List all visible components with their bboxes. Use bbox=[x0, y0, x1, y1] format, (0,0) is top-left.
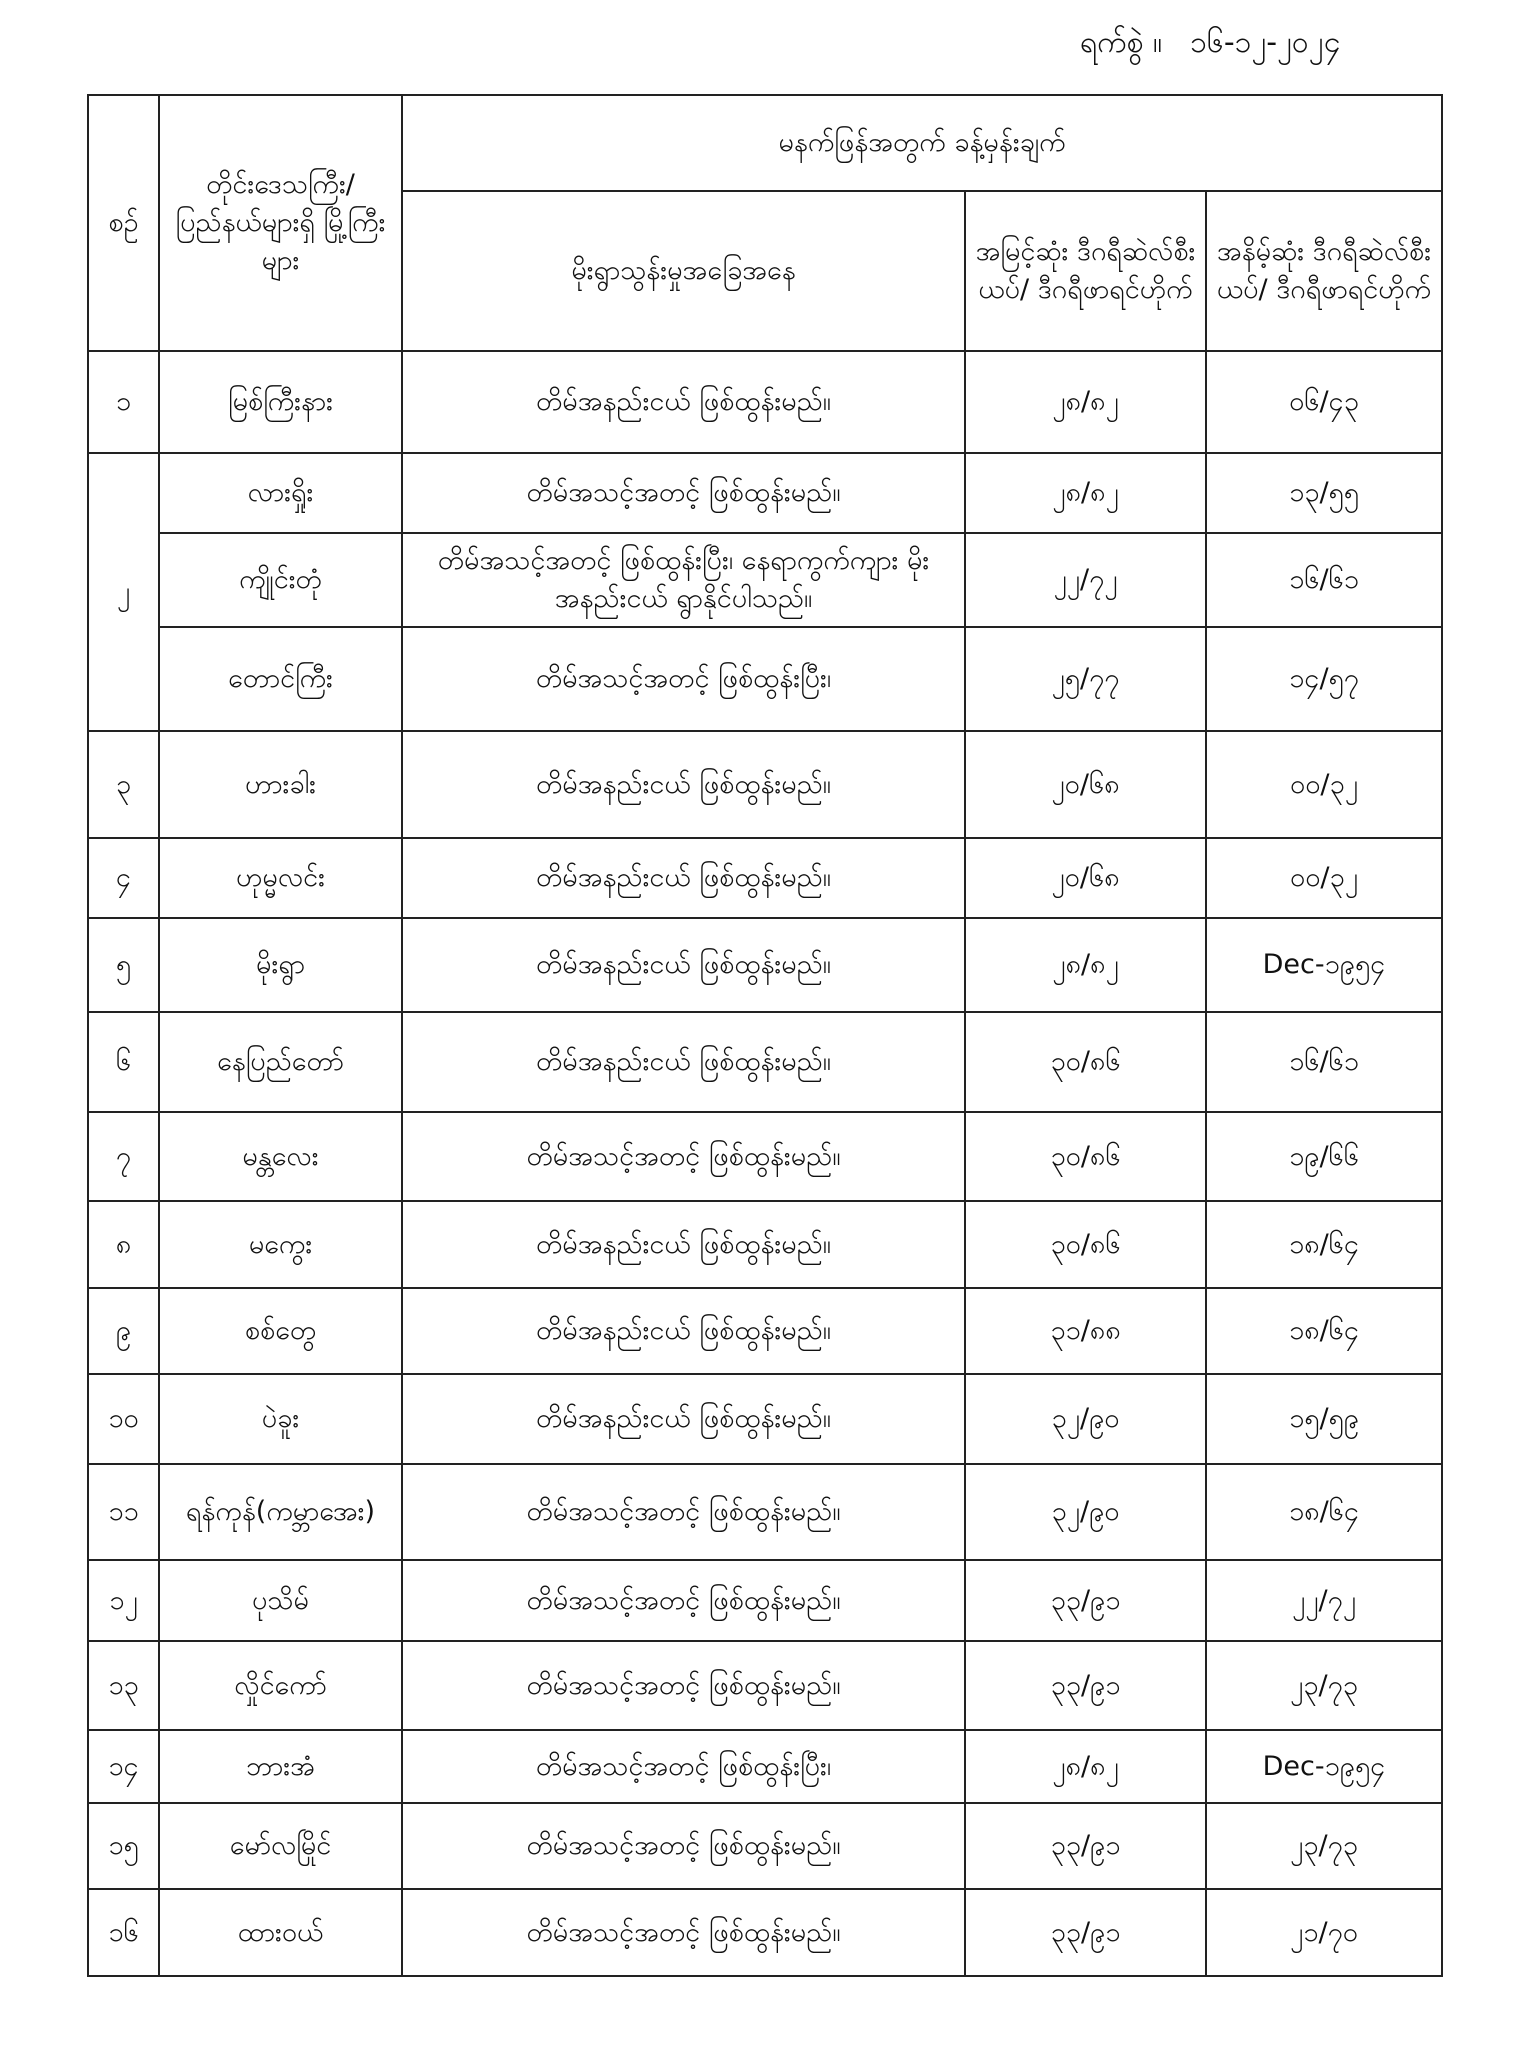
row-number: ၄ bbox=[88, 838, 159, 918]
city-name: စစ်တွေ bbox=[159, 1288, 402, 1374]
city-name: မန္တလေး bbox=[159, 1112, 402, 1201]
rain-condition: တိမ်အနည်းငယ် ဖြစ်ထွန်းမည်။ bbox=[402, 838, 965, 918]
forecast-table-body bbox=[88, 351, 1442, 1976]
city-name: မြစ်ကြီးနား bbox=[159, 351, 402, 453]
min-temperature: ၁၄/၅၇ bbox=[1206, 627, 1442, 731]
table-row bbox=[88, 1374, 1442, 1464]
row-number: ၁၀ bbox=[88, 1374, 159, 1464]
row-number: ၁၁ bbox=[88, 1464, 159, 1560]
city-name: ရန်ကုန်(ကမ္ဘာအေး) bbox=[159, 1464, 402, 1560]
min-temperature: ၁၈/၆၄ bbox=[1206, 1464, 1442, 1560]
forecast-table-header bbox=[88, 95, 1442, 351]
max-temperature: ၃၀/၈၆ bbox=[965, 1012, 1206, 1112]
rain-condition: တိမ်အသင့်အတင့် ဖြစ်ထွန်းပြီး၊ bbox=[402, 1730, 965, 1803]
rain-condition: တိမ်အသင့်အတင့် ဖြစ်ထွန်းမည်။ bbox=[402, 453, 965, 533]
max-temperature: ၃၃/၉၁ bbox=[965, 1889, 1206, 1976]
table-row bbox=[88, 1560, 1442, 1641]
table-row bbox=[88, 731, 1442, 838]
date-value: ၁၆-၁၂-၂၀၂၄ bbox=[1190, 25, 1341, 60]
max-temperature: ၃၃/၉၁ bbox=[965, 1803, 1206, 1889]
row-number: ၆ bbox=[88, 1012, 159, 1112]
city-name: မကွေး bbox=[159, 1201, 402, 1288]
table-row bbox=[88, 1464, 1442, 1560]
rain-condition: တိမ်အသင့်အတင့် ဖြစ်ထွန်းမည်။ bbox=[402, 1112, 965, 1201]
max-temperature: ၂၅/၇၇ bbox=[965, 627, 1206, 731]
col-header-no: စဉ် bbox=[88, 95, 159, 351]
min-temperature: ၁၅/၅၉ bbox=[1206, 1374, 1442, 1464]
row-number: ၁၃ bbox=[88, 1641, 159, 1730]
rain-condition: တိမ်အနည်းငယ် ဖြစ်ထွန်းမည်။ bbox=[402, 1288, 965, 1374]
col-header-min-temp: အနိမ့်ဆုံး ဒီဂရီဆဲလ်စီးယပ်/ ဒီဂရီဖာရင်ဟိုက် bbox=[1206, 191, 1442, 351]
min-temperature: ၁၈/၆၄ bbox=[1206, 1201, 1442, 1288]
min-temperature: ၀၀/၃၂ bbox=[1206, 731, 1442, 838]
city-name: ဘားအံ bbox=[159, 1730, 402, 1803]
city-name: လားရှိုး bbox=[159, 453, 402, 533]
city-name: မိုးရွာ bbox=[159, 918, 402, 1012]
min-temperature: ၁၉/၆၆ bbox=[1206, 1112, 1442, 1201]
rain-condition: တိမ်အသင့်အတင့် ဖြစ်ထွန်းမည်။ bbox=[402, 1889, 965, 1976]
table-row bbox=[88, 1803, 1442, 1889]
rain-condition: တိမ်အနည်းငယ် ဖြစ်ထွန်းမည်။ bbox=[402, 918, 965, 1012]
max-temperature: ၃၂/၉၀ bbox=[965, 1374, 1206, 1464]
max-temperature: ၃၃/၉၁ bbox=[965, 1560, 1206, 1641]
min-temperature: ၂၂/၇၂ bbox=[1206, 1560, 1442, 1641]
min-temperature: ၁၆/၆၁ bbox=[1206, 1012, 1442, 1112]
row-number: ၂ bbox=[88, 453, 159, 731]
max-temperature: ၂၀/၆၈ bbox=[965, 731, 1206, 838]
max-temperature: ၂၀/၆၈ bbox=[965, 838, 1206, 918]
min-temperature: ၁၆/၆၁ bbox=[1206, 533, 1442, 627]
city-name: ထားဝယ် bbox=[159, 1889, 402, 1976]
max-temperature: ၂၈/၈၂ bbox=[965, 1730, 1206, 1803]
max-temperature: ၃၃/၉၁ bbox=[965, 1641, 1206, 1730]
row-number: ၇ bbox=[88, 1112, 159, 1201]
min-temperature: ၂၁/၇၀ bbox=[1206, 1889, 1442, 1976]
row-number: ၅ bbox=[88, 918, 159, 1012]
table-row bbox=[88, 1288, 1442, 1374]
max-temperature: ၃၂/၉၀ bbox=[965, 1464, 1206, 1560]
city-name: ဟုမ္မလင်း bbox=[159, 838, 402, 918]
col-header-region: တိုင်းဒေသကြီး/ ပြည်နယ်များရှိ မြို့ကြီးများ bbox=[159, 95, 402, 351]
row-number: ၈ bbox=[88, 1201, 159, 1288]
min-temperature: ၀၆/၄၃ bbox=[1206, 351, 1442, 453]
city-name: ကျိုင်းတုံ bbox=[159, 533, 402, 627]
rain-condition: တိမ်အသင့်အတင့် ဖြစ်ထွန်းပြီး၊ bbox=[402, 627, 965, 731]
rain-condition: တိမ်အသင့်အတင့် ဖြစ်ထွန်းပြီး၊ နေရာကွက်ကျား မိုးအနည်းငယ် ရွာနိုင်ပါသည်။ bbox=[402, 533, 965, 627]
col-header-max-temp: အမြင့်ဆုံး ဒီဂရီဆဲလ်စီးယပ်/ ဒီဂရီဖာရင်ဟိုက် bbox=[965, 191, 1206, 351]
rain-condition: တိမ်အသင့်အတင့် ဖြစ်ထွန်းမည်။ bbox=[402, 1641, 965, 1730]
max-temperature: ၃၀/၈၆ bbox=[965, 1112, 1206, 1201]
max-temperature: ၂၂/၇၂ bbox=[965, 533, 1206, 627]
min-temperature: Dec-၁၉၅၄ bbox=[1206, 1730, 1442, 1803]
city-name: မော်လမြိုင် bbox=[159, 1803, 402, 1889]
table-row bbox=[88, 1889, 1442, 1976]
max-temperature: ၃၀/၈၆ bbox=[965, 1201, 1206, 1288]
row-number: ၁၆ bbox=[88, 1889, 159, 1976]
forecast-table bbox=[87, 94, 1443, 1977]
table-row bbox=[88, 1012, 1442, 1112]
rain-condition: တိမ်အသင့်အတင့် ဖြစ်ထွန်းမည်။ bbox=[402, 1560, 965, 1641]
table-row bbox=[88, 453, 1442, 533]
table-row bbox=[88, 838, 1442, 918]
min-temperature: ၂၃/၇၃ bbox=[1206, 1641, 1442, 1730]
issue-date-line bbox=[1080, 22, 1340, 67]
max-temperature: ၂၈/၈၂ bbox=[965, 453, 1206, 533]
rain-condition: တိမ်အနည်းငယ် ဖြစ်ထွန်းမည်။ bbox=[402, 1374, 965, 1464]
min-temperature: Dec-၁၉၅၄ bbox=[1206, 918, 1442, 1012]
row-number: ၁၅ bbox=[88, 1803, 159, 1889]
max-temperature: ၃၁/၈၈ bbox=[965, 1288, 1206, 1374]
min-temperature: ၁၈/၆၄ bbox=[1206, 1288, 1442, 1374]
city-name: ပဲခူး bbox=[159, 1374, 402, 1464]
rain-condition: တိမ်အနည်းငယ် ဖြစ်ထွန်းမည်။ bbox=[402, 731, 965, 838]
table-row bbox=[88, 351, 1442, 453]
row-number: ၁၄ bbox=[88, 1730, 159, 1803]
rain-condition: တိမ်အသင့်အတင့် ဖြစ်ထွန်းမည်။ bbox=[402, 1464, 965, 1560]
city-name: ပုသိမ် bbox=[159, 1560, 402, 1641]
row-number: ၉ bbox=[88, 1288, 159, 1374]
max-temperature: ၂၈/၈၂ bbox=[965, 351, 1206, 453]
city-name: ဟားခါး bbox=[159, 731, 402, 838]
col-header-forecast-group: မနက်ဖြန်အတွက် ခန့်မှန်းချက် bbox=[402, 95, 1442, 191]
rain-condition: တိမ်အနည်းငယ် ဖြစ်ထွန်းမည်။ bbox=[402, 351, 965, 453]
city-name: လှိုင်ကော် bbox=[159, 1641, 402, 1730]
row-number: ၃ bbox=[88, 731, 159, 838]
city-name: နေပြည်တော် bbox=[159, 1012, 402, 1112]
max-temperature: ၂၈/၈၂ bbox=[965, 918, 1206, 1012]
rain-condition: တိမ်အသင့်အတင့် ဖြစ်ထွန်းမည်။ bbox=[402, 1803, 965, 1889]
table-row bbox=[88, 627, 1442, 731]
table-row bbox=[88, 1112, 1442, 1201]
row-number: ၁၂ bbox=[88, 1560, 159, 1641]
rain-condition: တိမ်အနည်းငယ် ဖြစ်ထွန်းမည်။ bbox=[402, 1201, 965, 1288]
table-row bbox=[88, 1201, 1442, 1288]
table-row bbox=[88, 1641, 1442, 1730]
row-number: ၁ bbox=[88, 351, 159, 453]
min-temperature: ၀၀/၃၂ bbox=[1206, 838, 1442, 918]
col-header-condition: မိုးရွာသွန်းမှုအခြေအနေ bbox=[402, 191, 965, 351]
min-temperature: ၁၃/၅၅ bbox=[1206, 453, 1442, 533]
date-label: ရက်စွဲ ။ bbox=[1080, 25, 1163, 60]
city-name: တောင်ကြီး bbox=[159, 627, 402, 731]
table-row bbox=[88, 918, 1442, 1012]
min-temperature: ၂၃/၇၃ bbox=[1206, 1803, 1442, 1889]
table-row bbox=[88, 1730, 1442, 1803]
table-row bbox=[88, 533, 1442, 627]
rain-condition: တိမ်အနည်းငယ် ဖြစ်ထွန်းမည်။ bbox=[402, 1012, 965, 1112]
